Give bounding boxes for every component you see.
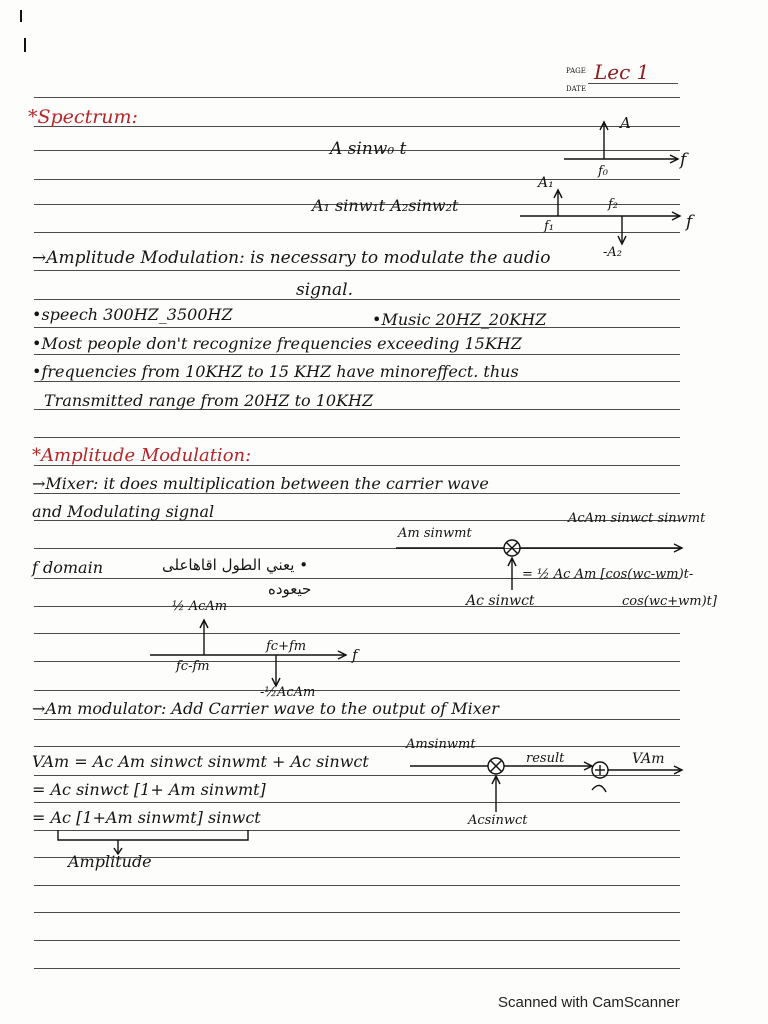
note-most-people: •Most people don't recognize frequencies exceeding 15KHZ bbox=[32, 334, 522, 353]
mixer-half-expr: = ½ Ac Am [cos(wc-wm)t- bbox=[522, 567, 694, 582]
page-number: Lec 1 bbox=[594, 60, 650, 84]
note-frequencies: •frequencies from 10KHZ to 15 KHZ have minoreffect. thus bbox=[32, 362, 519, 381]
spectrum-label-f0: f₀ bbox=[598, 164, 609, 179]
am-spectrum-fc-plus: fc+fm bbox=[266, 639, 307, 654]
vam-equation-1: VAm = Ac Am sinwct sinwmt + Ac sinwct bbox=[32, 752, 369, 771]
page-label: PAGE bbox=[566, 67, 586, 75]
note-speech: •speech 300HZ_3500HZ bbox=[32, 305, 233, 324]
am-definition: →Amplitude Modulation: is necessary to modulate the audio bbox=[32, 248, 551, 268]
mixer-line2: and Modulating signal bbox=[32, 502, 215, 521]
am-heading: *Amplitude Modulation: bbox=[32, 445, 252, 466]
mixer-half-expr2: cos(wc+wm)t] bbox=[622, 594, 717, 609]
am-block-out: VAm bbox=[632, 751, 665, 767]
mixer-arabic-note: • يعني الطول اقاهاعلى bbox=[162, 556, 309, 574]
spectrum-label-f1: f₁ bbox=[544, 219, 555, 234]
note-music: •Music 20HZ_20KHZ bbox=[372, 310, 547, 329]
mixer-carrier-label: Ac sinwct bbox=[466, 593, 535, 609]
am-spectrum-top-label: ½ AcAm bbox=[172, 599, 228, 614]
am-block-input: Amsinwmt bbox=[406, 737, 476, 752]
spectrum-expr-single: A sinw₀ t bbox=[330, 139, 407, 159]
vam-equation-2: = Ac sinwct [1+ Am sinwmt] bbox=[32, 780, 266, 799]
spectrum-heading: *Spectrum: bbox=[28, 106, 138, 128]
am-block-carrier: Acsinwct bbox=[468, 813, 528, 828]
spectrum-expr-double: A₁ sinw₁t A₂sinw₂t bbox=[312, 196, 459, 215]
mixer-line1: →Mixer: it does multiplication between the carrier wave bbox=[32, 474, 489, 493]
spectrum-label-f-axis2: f bbox=[686, 212, 693, 232]
mixer-output-label: AcAm sinwct sinwmt bbox=[568, 511, 706, 526]
scanner-watermark: Scanned with CamScanner bbox=[498, 994, 680, 1011]
mixer-input-label: Am sinwmt bbox=[398, 526, 472, 541]
mixer-f-domain: f domain bbox=[32, 558, 104, 577]
mixer-arabic-note2: حيعوده bbox=[268, 580, 312, 598]
am-modulator-title: →Am modulator: Add Carrier wave to the output of Mixer bbox=[32, 699, 499, 718]
am-block-result: result bbox=[526, 751, 565, 766]
am-block-adder-feedback bbox=[592, 785, 606, 792]
spectrum-label-neg-a2: -A₂ bbox=[603, 245, 622, 260]
spectrum-label-a1: A₁ bbox=[538, 175, 554, 191]
amplitude-brace bbox=[58, 830, 248, 840]
am-spectrum-f: f bbox=[352, 646, 358, 664]
date-label: DATE bbox=[566, 85, 587, 93]
am-definition-cont: signal. bbox=[296, 280, 353, 300]
amplitude-note: Amplitude bbox=[68, 852, 152, 871]
am-spectrum-fc-minus: fc-fm bbox=[176, 659, 210, 674]
am-spectrum-bottom-label: -½AcAm bbox=[260, 685, 316, 700]
spectrum-label-a: A bbox=[620, 114, 631, 132]
spectrum-label-f2: f₂ bbox=[608, 197, 619, 212]
spectrum-label-f: f bbox=[680, 150, 687, 170]
note-transmitted: Transmitted range from 20HZ to 10KHZ bbox=[44, 391, 374, 410]
vam-equation-3: = Ac [1+Am sinwmt] sinwct bbox=[32, 808, 261, 827]
